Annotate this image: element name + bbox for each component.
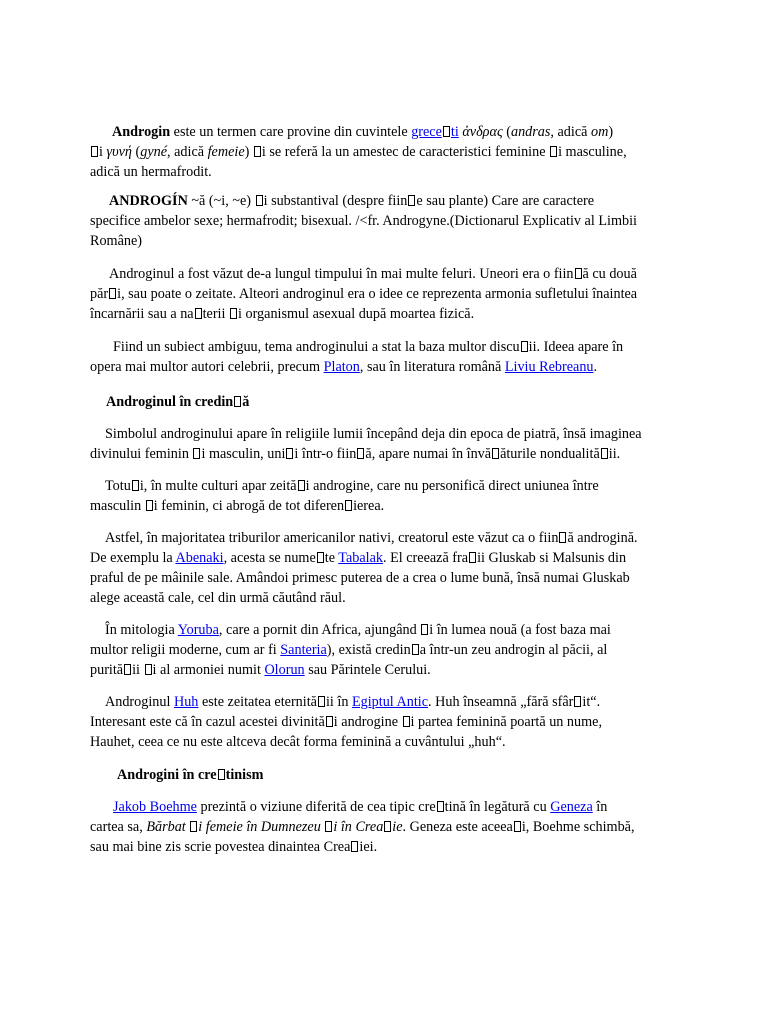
text: Androginul [105,694,174,710]
missing-glyph-box-icon [234,396,241,407]
missing-glyph-box-icon [357,448,364,459]
text: prezintă o viziune diferită de cea tipic cre [196,799,436,815]
text: este un termen care provine din cuvintele [170,124,412,140]
heading-text: tinism [225,767,264,783]
link-yoruba[interactable]: Yoruba [177,622,219,638]
text: ~ă (~i, ~e) [187,193,255,209]
text: i masculin, uni [201,446,286,462]
text: i, în multe culturi apar zeită [139,478,297,494]
text: sau mai bine zis scrie povestea dinaintea Crea [90,839,351,855]
missing-glyph-box-icon [318,696,325,707]
text: i se referă la un amestec de caracteristici feminine [261,144,550,160]
text: este zeitatea eternită [198,694,317,710]
text: ierea. [353,498,385,514]
paragraph-native-americans [90,528,680,608]
heading-text: Androgini în cre [117,767,217,783]
text: , acesta se nume [223,550,316,566]
meaning-femeie: femeie [207,144,245,160]
missing-glyph-box-icon [408,195,415,206]
paragraph-huh [90,692,680,752]
text: te [324,550,339,566]
text: sau Părintele Cerului. [304,662,431,678]
translit-gyne: gyné [140,144,168,160]
text: De exemplu la [90,550,176,566]
text: i într-o fiin [294,446,357,462]
text: opera mai multor autori celebrii, precum [90,359,324,375]
link-abenaki[interactable]: Abenaki [175,550,224,566]
text-line: adică un hermafrodit. [90,164,212,180]
text: , adică [550,124,591,140]
text: Simbolul androginului apare în religiile lumii începând deja din epoca de piatră, însă imaginea [105,426,642,442]
missing-glyph-box-icon [190,821,197,832]
paragraph-history [90,264,680,324]
text: ăturile nondualită [500,446,600,462]
missing-glyph-box-icon [146,500,153,511]
term-androgin: Androgin [112,124,171,140]
link-grecesti[interactable] [411,124,459,140]
text: Astfel, în majoritatea triburilor americanilor nativi, creatorul este văzut ca o fiin [105,530,559,546]
link-liviu-rebreanu[interactable]: Liviu Rebreanu [504,359,594,375]
text: i partea feminină poartă un nume, [410,714,603,730]
text-line: Hauhet, ceea ce nu este altceva decât forma feminină a cuvântului „huh“. [90,734,506,750]
text: Fiind un subiect ambiguu, tema androginului a stat la baza multor discu [113,339,520,355]
text: , care a pornit din Africa, ajungând [218,622,421,638]
text: Interesant este că în cazul acestei divinită [90,714,325,730]
text: . Huh înseamnă „fără sfâr [428,694,574,710]
text: ( [502,124,511,140]
missing-glyph-box-icon [326,716,333,727]
link-platon[interactable]: Platon [323,359,360,375]
paragraph-dex-definition [90,191,680,251]
text: Androginul a fost văzut de-a lungul timpului în mai multe feluri. Uneori era o fiin [109,266,574,282]
text: i al armoniei numit [152,662,265,678]
missing-glyph-box-icon [421,624,428,635]
missing-glyph-box-icon [193,448,200,459]
text: ii. Ideea apare în [528,339,624,355]
text: purită [90,662,124,678]
missing-glyph-box-icon [132,480,139,491]
paragraph-yoruba [90,620,680,680]
link-olorun[interactable]: Olorun [264,662,305,678]
text-line: specifice ambelor sexe; hermafrodit; bisexual. /<fr. Androgyne.(Dictionarul Explicativ al Limbii [90,213,637,229]
link-tabalak[interactable]: Tabalak [338,550,383,566]
link-egiptul-antic[interactable]: Egiptul Antic [351,694,429,710]
text-line: alege această cale, cel din urmă căutând răul. [90,590,346,606]
text: păr [90,286,109,302]
text: ă androgină. [567,530,638,546]
text: încarnării sau a na [90,306,194,322]
missing-glyph-box-icon [351,841,358,852]
paragraph-ambiguous-subject [90,337,680,377]
meaning-om: om [590,124,609,140]
text: it“. [582,694,601,710]
missing-glyph-box-icon [437,801,444,812]
missing-glyph-box-icon [403,716,410,727]
text: i, sau poate o zeitate. Alteori androginul era o idee ce reprezenta armonia sufletului înaintea [117,286,638,302]
text: i masculine, [558,144,627,160]
text: ii în [325,694,352,710]
text: i în lumea nouă (a fost baza mai [429,622,611,638]
paragraph-androgin-definition [90,122,680,182]
missing-glyph-box-icon [218,769,225,780]
greek-andras: ἀνδρας [462,124,503,140]
book-title: Bărbat i femeie în Dumnezeu i în Crea ie [146,819,403,835]
text-line: praful de pe mâinile sale. Amândoi primesc puterea de a crea o lume bună, însă numai Gluskab [90,570,630,586]
text: ii [132,662,144,678]
text: ) [608,124,614,140]
missing-glyph-box-icon [412,644,419,655]
missing-glyph-box-icon [550,146,557,157]
missing-glyph-box-icon [145,664,152,675]
missing-glyph-box-icon [124,664,131,675]
text: ( [131,144,141,160]
link-text: ti [450,124,459,140]
missing-glyph-box-icon [195,308,202,319]
text-line: Române) [90,233,143,249]
text: , sau în literatura română [359,359,505,375]
missing-glyph-box-icon [601,448,608,459]
text: a într-un zeu androgin al păcii, al [419,642,608,658]
missing-glyph-box-icon [559,532,566,543]
missing-glyph-box-icon [514,821,521,832]
link-geneza[interactable]: Geneza [550,799,593,815]
missing-glyph-box-icon [317,552,324,563]
text: ă cu două [582,266,637,282]
missing-glyph-box-icon [256,195,263,206]
missing-glyph-box-icon [443,126,450,137]
text: . Geneza este aceea [402,819,513,835]
greek-gyne: γυνή [106,144,132,160]
text: divinului feminin [90,446,193,462]
text: În mitologia [105,622,178,638]
link-santeria[interactable]: Santeria [280,642,327,658]
text: masculin [90,498,145,514]
text: . El creează fra [383,550,469,566]
text: i androgine, care nu personifică direct uniunea între [305,478,599,494]
text: i feminin, ci abrogă de tot diferen [153,498,345,514]
text: în [592,799,608,815]
text: i androgine [333,714,402,730]
missing-glyph-box-icon [345,500,352,511]
heading-text: ă [242,394,250,410]
missing-glyph-box-icon [286,448,293,459]
missing-glyph-box-icon [298,480,305,491]
missing-glyph-box-icon [492,448,499,459]
text: , adică [167,144,208,160]
paragraph-cultures [90,476,680,516]
section-heading-crestinism [117,765,263,785]
text: ) [244,144,253,160]
text: ), există credin [326,642,411,658]
missing-glyph-box-icon [574,696,581,707]
text: i, Boehme schimbă, [521,819,635,835]
paragraph-symbol [90,424,680,464]
translit-andras: andras [510,124,551,140]
missing-glyph-box-icon [109,288,116,299]
missing-glyph-box-icon [230,308,237,319]
paragraph-boehme [90,797,680,857]
text: e sau plante) Care are caractere [416,193,595,209]
text: i substantival (despre fiin [263,193,408,209]
heading-text: Androginul în credin [106,394,234,410]
missing-glyph-box-icon [521,341,528,352]
term-androgin-dex: ANDROGÍN [109,193,188,209]
missing-glyph-box-icon [469,552,476,563]
link-huh[interactable]: Huh [173,694,199,710]
text: tină în legătură cu [444,799,551,815]
text: ii Gluskab si Malsunis din [477,550,627,566]
text: i [99,144,107,160]
text: Totu [105,478,131,494]
text: cartea sa, [90,819,147,835]
missing-glyph-box-icon [254,146,261,157]
text: ii. [608,446,621,462]
text: terii [202,306,229,322]
link-text: grece [411,124,442,140]
text: multor religii moderne, cum ar fi [90,642,281,658]
text: iei. [359,839,378,855]
text: ă, apare numai în învă [365,446,492,462]
text: i organismul asexual după moartea fizică. [238,306,475,322]
missing-glyph-box-icon [575,268,582,279]
missing-glyph-box-icon [325,821,332,832]
missing-glyph-box-icon [384,821,391,832]
missing-glyph-box-icon [91,146,98,157]
link-jakob-boehme[interactable]: Jakob Boehme [113,799,197,815]
text: . [593,359,598,375]
section-heading-credinta [106,392,249,412]
